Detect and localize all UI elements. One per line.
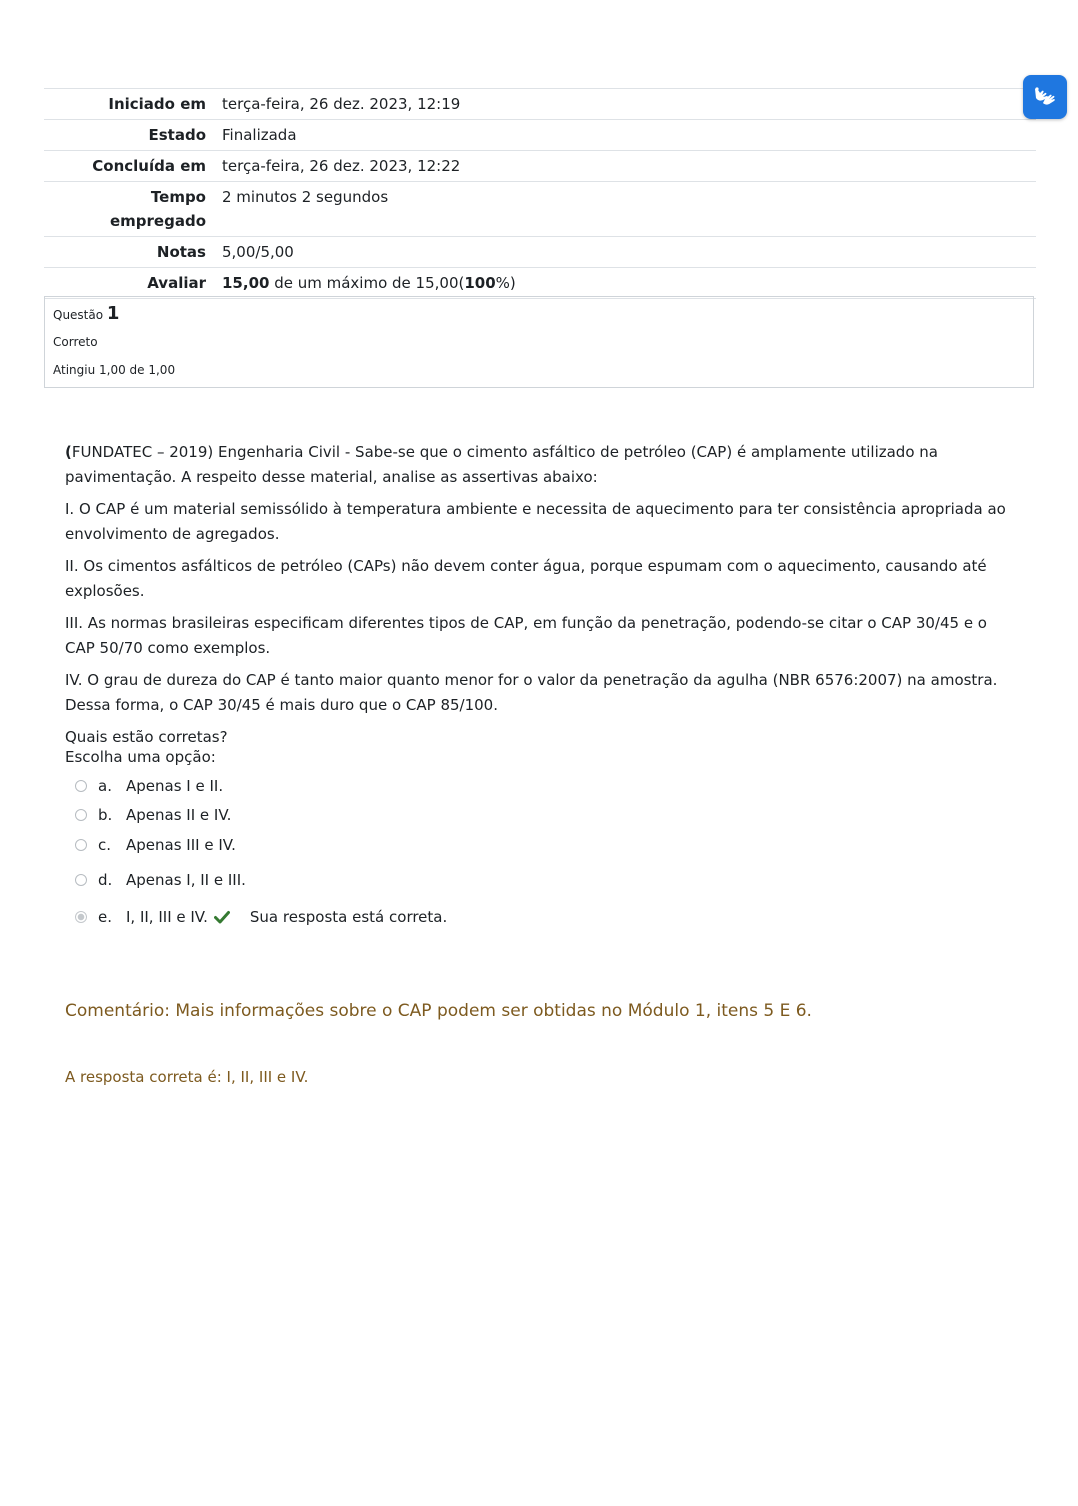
option-a-radio[interactable] [75,780,87,792]
right-answer: A resposta correta é: I, II, III e IV. [65,1068,309,1086]
option-d[interactable] [75,871,246,889]
summary-row-time [44,182,1036,237]
question-number-value: 1 [106,303,120,324]
summary-row-marks [44,237,1036,268]
option-text: I, II, III e IV. [126,908,208,926]
grade-mid: de um máximo de 15,00( [269,274,465,292]
summary-row-grade [44,268,1036,299]
marks-value: 5,00/5,00 [214,237,1036,268]
sign-language-hands-icon [1031,83,1059,111]
summary-row-started [44,89,1036,120]
started-label: Iniciado em [44,89,214,120]
state-value: Finalizada [214,120,1036,151]
option-letter: a. [98,777,112,795]
option-text: Apenas III e IV. [126,836,236,854]
statement-1: I. O CAP é um material semissólido à temperatura ambiente e necessita de aquecimento para ter consistência apropriada ao envolvimento de agregados. [65,500,1006,543]
option-text: Apenas I, II e III. [126,871,246,889]
summary-row-state [44,120,1036,151]
statement-3: III. As normas brasileiras especificam diferentes tipos de CAP, em função da penetração, podendo-se citar o CAP 30/45 e o CAP 50/70 como exemplos. [65,614,987,657]
grade-value [214,268,1036,299]
completed-value: terça-feira, 26 dez. 2023, 12:22 [214,151,1036,182]
option-letter: b. [98,806,113,824]
option-letter: e. [98,908,112,926]
option-letter: d. [98,871,113,889]
answer-feedback: Sua resposta está correta. [249,908,448,926]
completed-label: Concluída em [44,151,214,182]
grade-label: Avaliar [44,268,214,299]
time-value: 2 minutos 2 segundos [214,182,1036,237]
option-e-radio-selected[interactable] [75,911,87,923]
option-d-radio[interactable] [75,874,87,886]
option-b-radio[interactable] [75,809,87,821]
option-text: Apenas II e IV. [126,806,232,824]
vlibras-accessibility-button[interactable] [1023,75,1067,119]
summary-row-completed [44,151,1036,182]
statement-4: IV. O grau de dureza do CAP é tanto maior quanto menor for o valor da penetração da agulha (NBR 6576:2007) na amostra. Dessa forma, o CAP 30/45 é mais duro que o CAP 85/100. [65,671,998,714]
grade-end: %) [495,274,516,292]
option-c[interactable] [75,836,236,854]
option-e[interactable] [75,908,447,926]
marks-label: Notas [44,237,214,268]
grade-percent: 100 [464,274,496,292]
attempt-summary-table [44,88,1036,299]
option-text: Apenas I e II. [126,777,224,795]
option-c-radio[interactable] [75,839,87,851]
question-info-box [44,296,1034,388]
question-grade: Atingiu 1,00 de 1,00 [53,363,176,377]
grade-score: 15,00 [222,274,270,292]
question-state: Correto [53,335,98,349]
choose-option-label: Escolha uma opção: [65,748,216,766]
option-letter: c. [98,836,112,854]
question-prompt: Quais estão corretas? [65,728,228,746]
general-comment: Comentário: Mais informações sobre o CAP podem ser obtidas no Módulo 1, itens 5 E 6. [65,1001,812,1021]
time-label: Tempo empregado [44,182,214,237]
option-a[interactable] [75,777,223,795]
state-label: Estado [44,120,214,151]
statement-2: II. Os cimentos asfálticos de petróleo (CAPs) não devem conter água, porque espumam com o aquecimento, causando até explosões. [65,557,987,600]
question-intro: (FUNDATEC – 2019) Engenharia Civil - Sabe-se que o cimento asfáltico de petróleo (CAP) é amplamente utilizado na pavimentação. A respeito desse material, analise as assertivas abaixo: [65,443,938,486]
option-b[interactable] [75,806,231,824]
correct-check-icon [214,910,230,924]
started-value: terça-feira, 26 dez. 2023, 12:19 [214,89,1036,120]
question-number: Questão 1 [53,303,120,324]
question-text [65,440,1015,758]
